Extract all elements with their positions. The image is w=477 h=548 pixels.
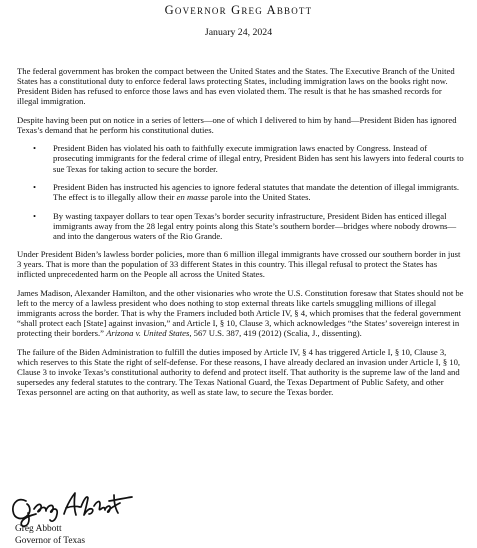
letterhead-title: Governor Greg Abbott xyxy=(164,3,313,17)
paragraph-5: The failure of the Biden Administration to fulfill the duties imposed by Article IV, § 4 has triggered Article I, § 10, Clause 3, which reserves to this State the right of self-defense. For these reasons, I have already declared an invasion under Article I, § 10, Clause 3 to invoke Texas’s constitutional authority to defend and protect itself. That authority is the supreme law of the land and supersedes any federal statutes to the contrary. The Texas National Guard, the Texas Department of Public Safety, and other Texas personnel are acting on that authority, as well as state law, to secure the Texas border. xyxy=(17,346,461,398)
bullet-list xyxy=(17,143,465,241)
handwritten-signature xyxy=(8,489,136,527)
bullet-icon: • xyxy=(33,143,37,154)
bullet-item-1 xyxy=(17,143,465,173)
paragraph-3: Under President Biden’s lawless border policies, more than 6 million illegal immigrants have crossed our southern border in just 3 years. That is more than the population of 33 different States in this country. This illegal refusal to protect the States has inflicted unprecedented harm on the People all across the United States. xyxy=(17,249,461,280)
paragraph-1: The federal government has broken the compact between the United States and the States. The Executive Branch of the United States has a constitutional duty to enforce federal laws protecting States, including immigration laws on the books right now. President Biden has refused to enforce those laws and has even violated them. The result is that he has smashed records for illegal immigration. xyxy=(17,66,455,107)
bullet-text-2-post: parole into the United States. xyxy=(208,192,311,203)
signatory-title: Governor of Texas xyxy=(15,536,85,546)
bullet-icon: • xyxy=(33,182,37,193)
bullet-item-2 xyxy=(17,182,465,202)
bullet-text-1: President Biden has violated his oath to faithfully execute immigration laws enacted by Congress. Instead of prosecuting immigrants for the federal crime of illegal entry, President Biden has sent his lawyers into federal courts to sue Texas for taking action to secure the border. xyxy=(53,143,464,174)
bullet-icon: • xyxy=(33,210,37,221)
letter-body xyxy=(17,66,465,406)
paragraph-2: Despite having been put on notice in a series of letters—one of which I delivered to him by hand—President Biden has ignored Texas’s demand that he perform his constitutional duties. xyxy=(17,114,457,135)
paragraph-4-tail: , 567 U.S. 387, 419 (2012) (Scalia, J., dissenting). xyxy=(189,328,362,339)
bullet-text-2-emphasis: en masse xyxy=(176,192,209,203)
bullet-item-3 xyxy=(17,211,465,241)
paragraph-4 xyxy=(17,288,465,338)
bullet-text-2-pre: President Biden has instructed his agencies to ignore federal statutes that mandate the detention of illegal immigrants. The effect is to illegally allow their xyxy=(53,182,459,203)
case-citation: Arizona v. United States xyxy=(106,328,190,339)
paragraph-4-main: James Madison, Alexander Hamilton, and the other visionaries who wrote the U.S. Constitution foresaw that States should not be left to the mercy of a lawless president who does nothing to stop external threats like cartels smuggling millions of illegal immigrants across the border. That is why the Framers included both Article IV, § 4, which promises that the federal government “shall protect each [State] against invasion,” and Article I, § 10, Clause 3, which acknowledges “the States’ sovereign interest in protecting their borders.” xyxy=(17,287,464,339)
signatory-name: Greg Abbott xyxy=(15,524,62,534)
bullet-text-3: By wasting taxpayer dollars to tear open Texas’s border security infrastructure, President Biden has enticed illegal immigrants away from the 28 legal entry points along this State’s southern border—bridges where nobody drowns—and into the dangerous waters of the Rio Grande. xyxy=(53,210,457,241)
letter-date: January 24, 2024 xyxy=(204,27,273,38)
